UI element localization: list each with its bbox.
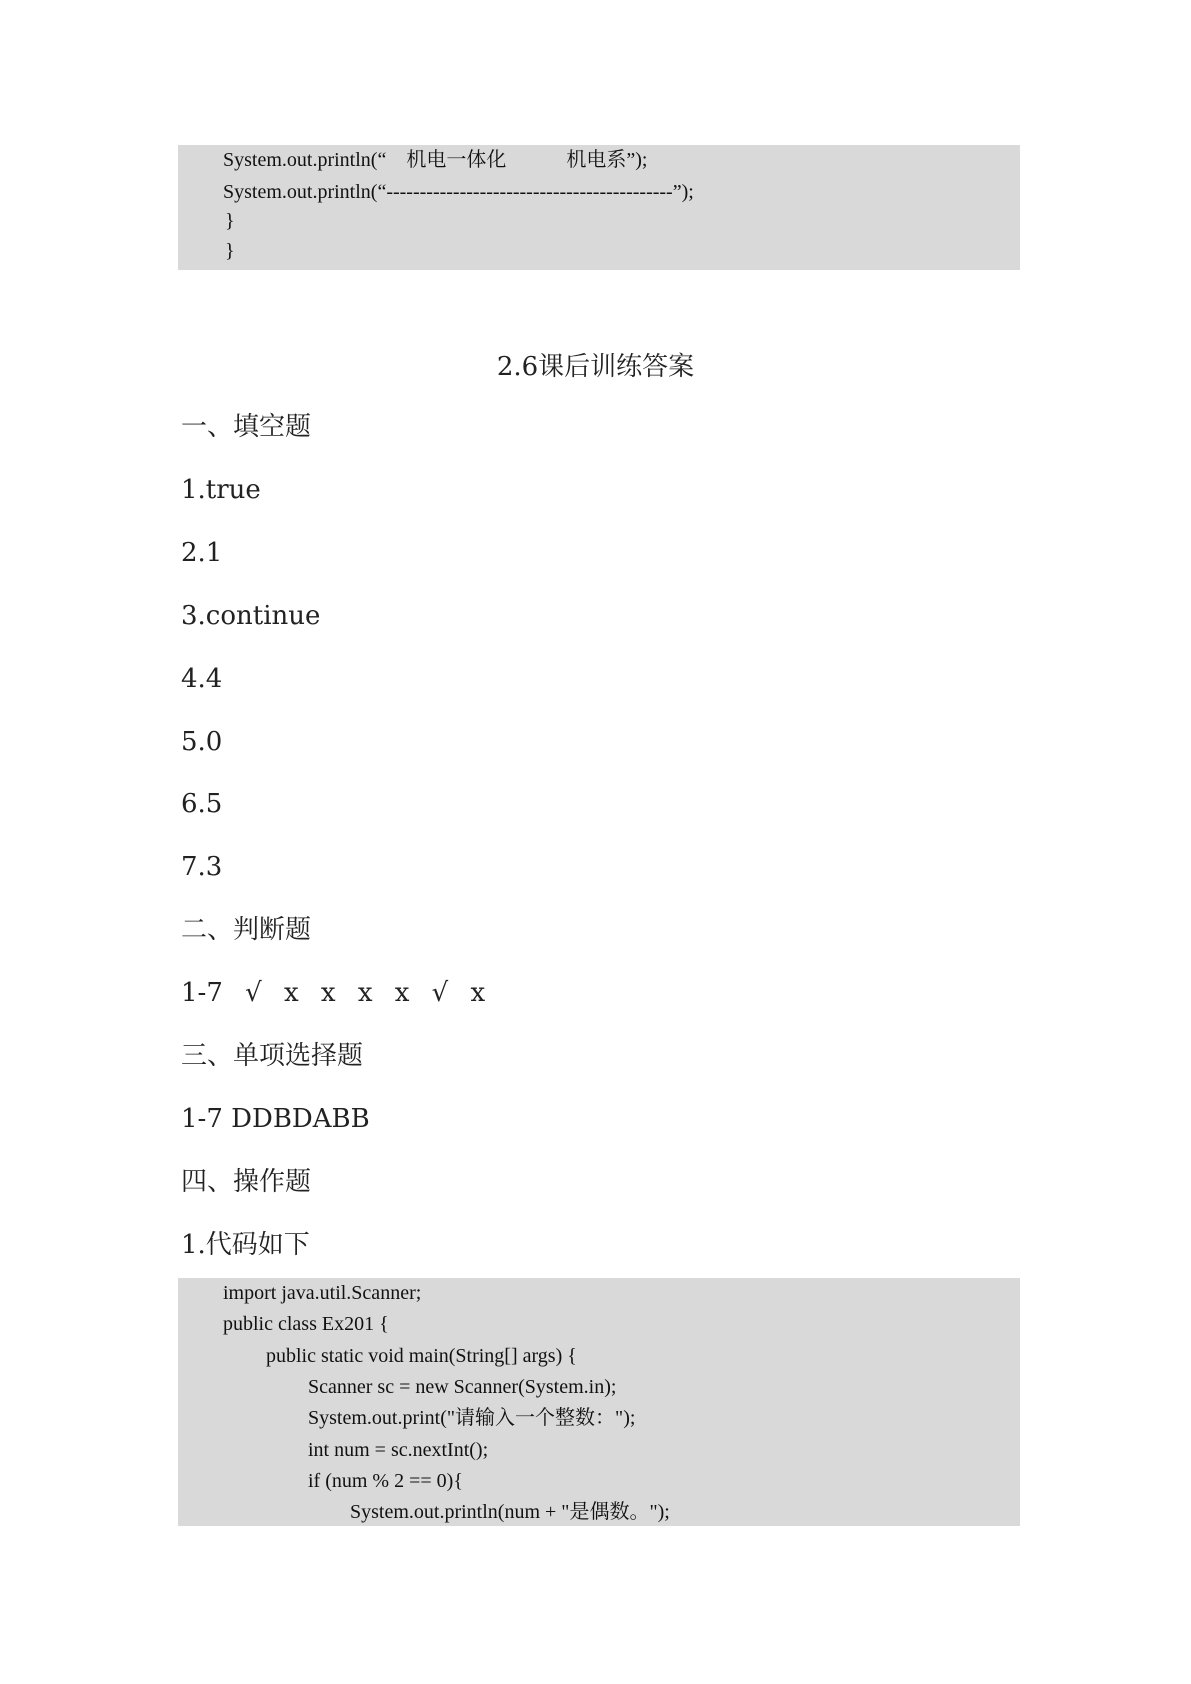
code-line: public static void main(String[] args) { bbox=[266, 1345, 577, 1367]
code-line: public class Ex201 { bbox=[223, 1313, 389, 1335]
true-false-answer: 1-7 √ x x x x √ x bbox=[181, 978, 486, 1008]
code-line: System.out.println(“-------------------------------------------”); bbox=[223, 181, 694, 203]
code-line: System.out.println(num + "是偶数。"); bbox=[350, 1501, 670, 1523]
code-line: Scanner sc = new Scanner(System.in); bbox=[308, 1376, 617, 1398]
fill-blank-answer-2: 2.1 bbox=[181, 538, 223, 568]
code-line: System.out.print("请输入一个整数："); bbox=[308, 1407, 636, 1429]
operation-heading: 四、操作题 bbox=[181, 1167, 312, 1197]
code-line: if (num % 2 == 0){ bbox=[308, 1470, 463, 1492]
code-line: } bbox=[225, 240, 235, 262]
code-line: } bbox=[225, 210, 235, 232]
code-line: System.out.println(“ 机电一体化 机电系”); bbox=[223, 149, 648, 171]
single-choice-answer: 1-7 DDBDABB bbox=[181, 1104, 370, 1134]
fill-blank-heading: 一、填空题 bbox=[181, 412, 312, 442]
section-title: 2.6课后训练答案 bbox=[496, 352, 695, 382]
single-choice-heading: 三、单项选择题 bbox=[181, 1041, 364, 1071]
code-line: import java.util.Scanner; bbox=[223, 1282, 422, 1304]
true-false-heading: 二、判断题 bbox=[181, 915, 312, 945]
fill-blank-answer-1: 1.true bbox=[181, 475, 261, 505]
operation-item: 1.代码如下 bbox=[181, 1230, 310, 1260]
fill-blank-answer-5: 5.0 bbox=[181, 727, 223, 757]
code-line: int num = sc.nextInt(); bbox=[308, 1439, 489, 1461]
code-block-top bbox=[178, 145, 1020, 270]
fill-blank-answer-3: 3.continue bbox=[181, 601, 321, 631]
code-block-bottom bbox=[178, 1278, 1020, 1526]
fill-blank-answer-4: 4.4 bbox=[181, 664, 223, 694]
fill-blank-answer-7: 7.3 bbox=[181, 852, 223, 882]
fill-blank-answer-6: 6.5 bbox=[181, 789, 223, 819]
